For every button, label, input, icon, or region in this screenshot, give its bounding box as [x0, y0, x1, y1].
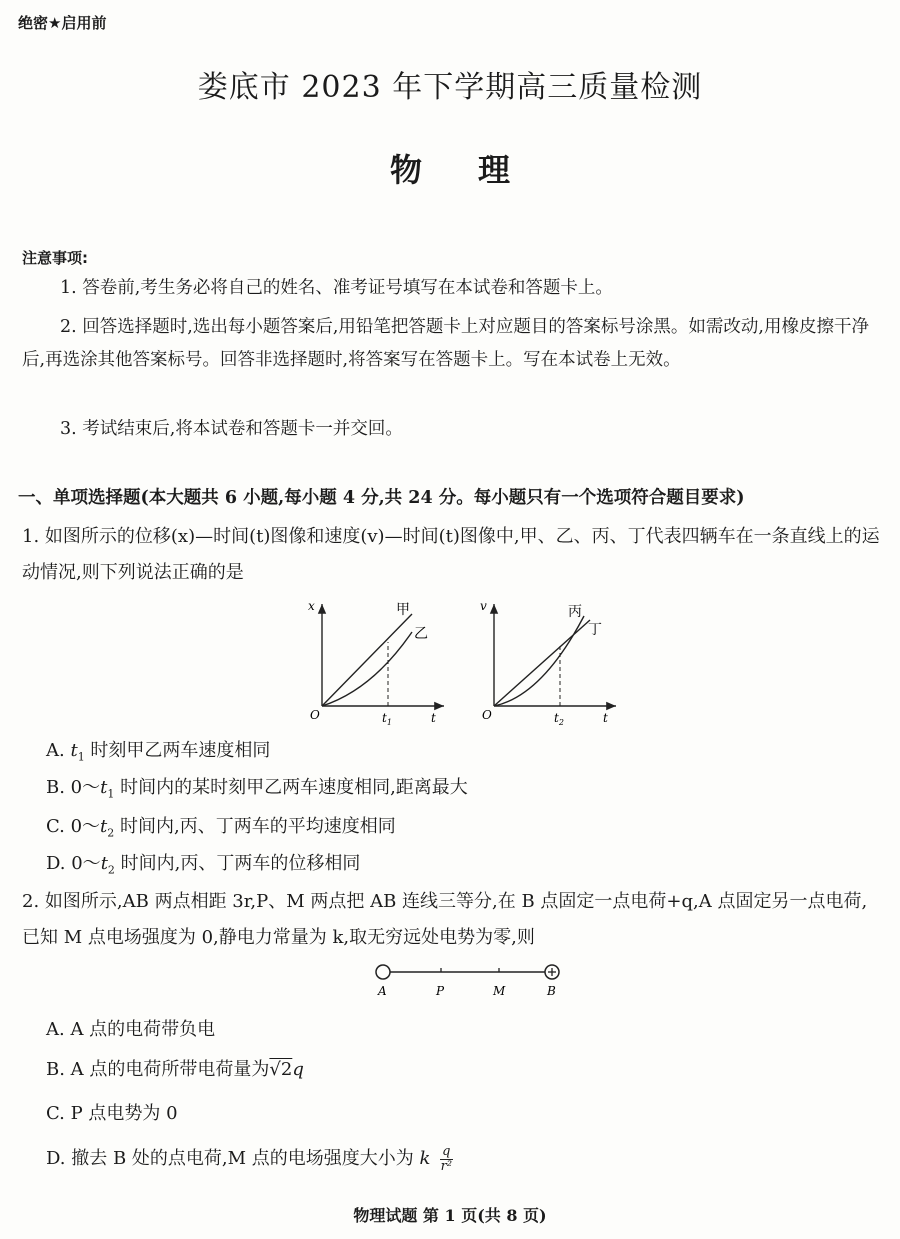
q2-option-b: B. A 点的电荷所带电荷量为√2q	[46, 1059, 304, 1080]
q2-charge-figure	[366, 960, 576, 1002]
label-jia: 甲	[396, 602, 410, 618]
origin-label: O	[482, 708, 492, 722]
fraction: $\frac{q}{\text{r²}}$	[440, 1143, 453, 1174]
q1-option-b: B. $0\sim t_1$ 时间内的某时刻甲乙两车速度相同,距离最大	[46, 777, 468, 801]
point-a-label: A	[378, 984, 387, 998]
t2-label: $t_2$	[554, 711, 564, 726]
notes-heading: 注意事项:	[22, 249, 88, 267]
point-p-label: P	[436, 984, 445, 998]
question-2-stem: 2. 如图所示,AB 两点相距 3r,P、M 两点把 AB 连线三等分,在 B 点固定一点电荷+q,A 点固定另一点电荷,已知 M 点电场强度为 0,静电力常量为 k,取无穷远处电势为零,则	[22, 891, 868, 948]
t1-label: $t_1$	[382, 711, 392, 726]
question-1-stem: 1. 如图所示的位移(x)—时间(t)图像和速度(v)—时间(t)图像中,甲、乙、丙、丁代表四辆车在一条直线上的运动情况,则下列说法正确的是	[22, 526, 880, 583]
point-b-label: B	[547, 984, 556, 998]
q1-xt-graph	[300, 598, 450, 726]
label-yi: 乙	[414, 626, 428, 642]
label-bing: 丙	[568, 604, 582, 620]
subject-char-2: 理	[478, 151, 511, 189]
confidential-label: 绝密★启用前	[18, 14, 107, 32]
subject-title	[0, 145, 900, 191]
note-item-1: 1. 答卷前,考生务必将自己的姓名、准考证号填写在本试卷和答题卡上。	[60, 278, 613, 298]
note-item-2: 2. 回答选择题时,选出每小题答案后,用铅笔把答题卡上对应题目的答案标号涂黑。如需改动,用橡皮擦干净后,再选涂其他答案标号。回答非选择题时,将答案写在答题卡上。写在本试卷上无效。	[22, 317, 869, 370]
y-axis-label: x	[308, 599, 315, 613]
q2-option-d: D. 撤去 B 处的点电荷,M 点的电场强度大小为 k $\frac{q}{\text{r²}}$	[46, 1143, 453, 1174]
line-ding	[494, 620, 590, 706]
origin-label: O	[310, 708, 320, 722]
q2-option-c: C. P 点电势为 0	[46, 1103, 178, 1124]
section-heading: 一、单项选择题(本大题共 6 小题,每小题 4 分,共 24 分。每小题只有一个选项符合题目要求)	[18, 488, 745, 508]
line-jia	[322, 614, 412, 706]
page-footer: 物理试题 第 1 页(共 8 页)	[353, 1206, 547, 1225]
curve-yi	[322, 632, 412, 706]
q1-option-a: A. $t_1$ 时刻甲乙两车速度相同	[46, 740, 271, 764]
q1-option-c: C. $0\sim t_2$ 时间内,丙、丁两车的平均速度相同	[46, 816, 396, 840]
subject-char-1: 物	[389, 151, 422, 189]
charge-a	[376, 965, 390, 979]
point-m-label: M	[493, 984, 506, 998]
exam-title: 娄底市 2023 年下学期高三质量检测	[197, 70, 703, 105]
label-ding: 丁	[588, 622, 602, 638]
q2-option-a: A. A 点的电荷带负电	[46, 1019, 216, 1040]
x-axis-label: t	[603, 711, 608, 725]
q1-option-d: D. $0\sim t_2$ 时间内,丙、丁两车的位移相同	[46, 853, 361, 877]
x-axis-label: t	[431, 711, 436, 725]
note-item-3: 3. 考试结束后,将本试卷和答题卡一并交回。	[60, 419, 403, 439]
q1-vt-graph	[472, 598, 622, 726]
y-axis-label: v	[480, 599, 487, 613]
curve-bing	[494, 616, 584, 706]
